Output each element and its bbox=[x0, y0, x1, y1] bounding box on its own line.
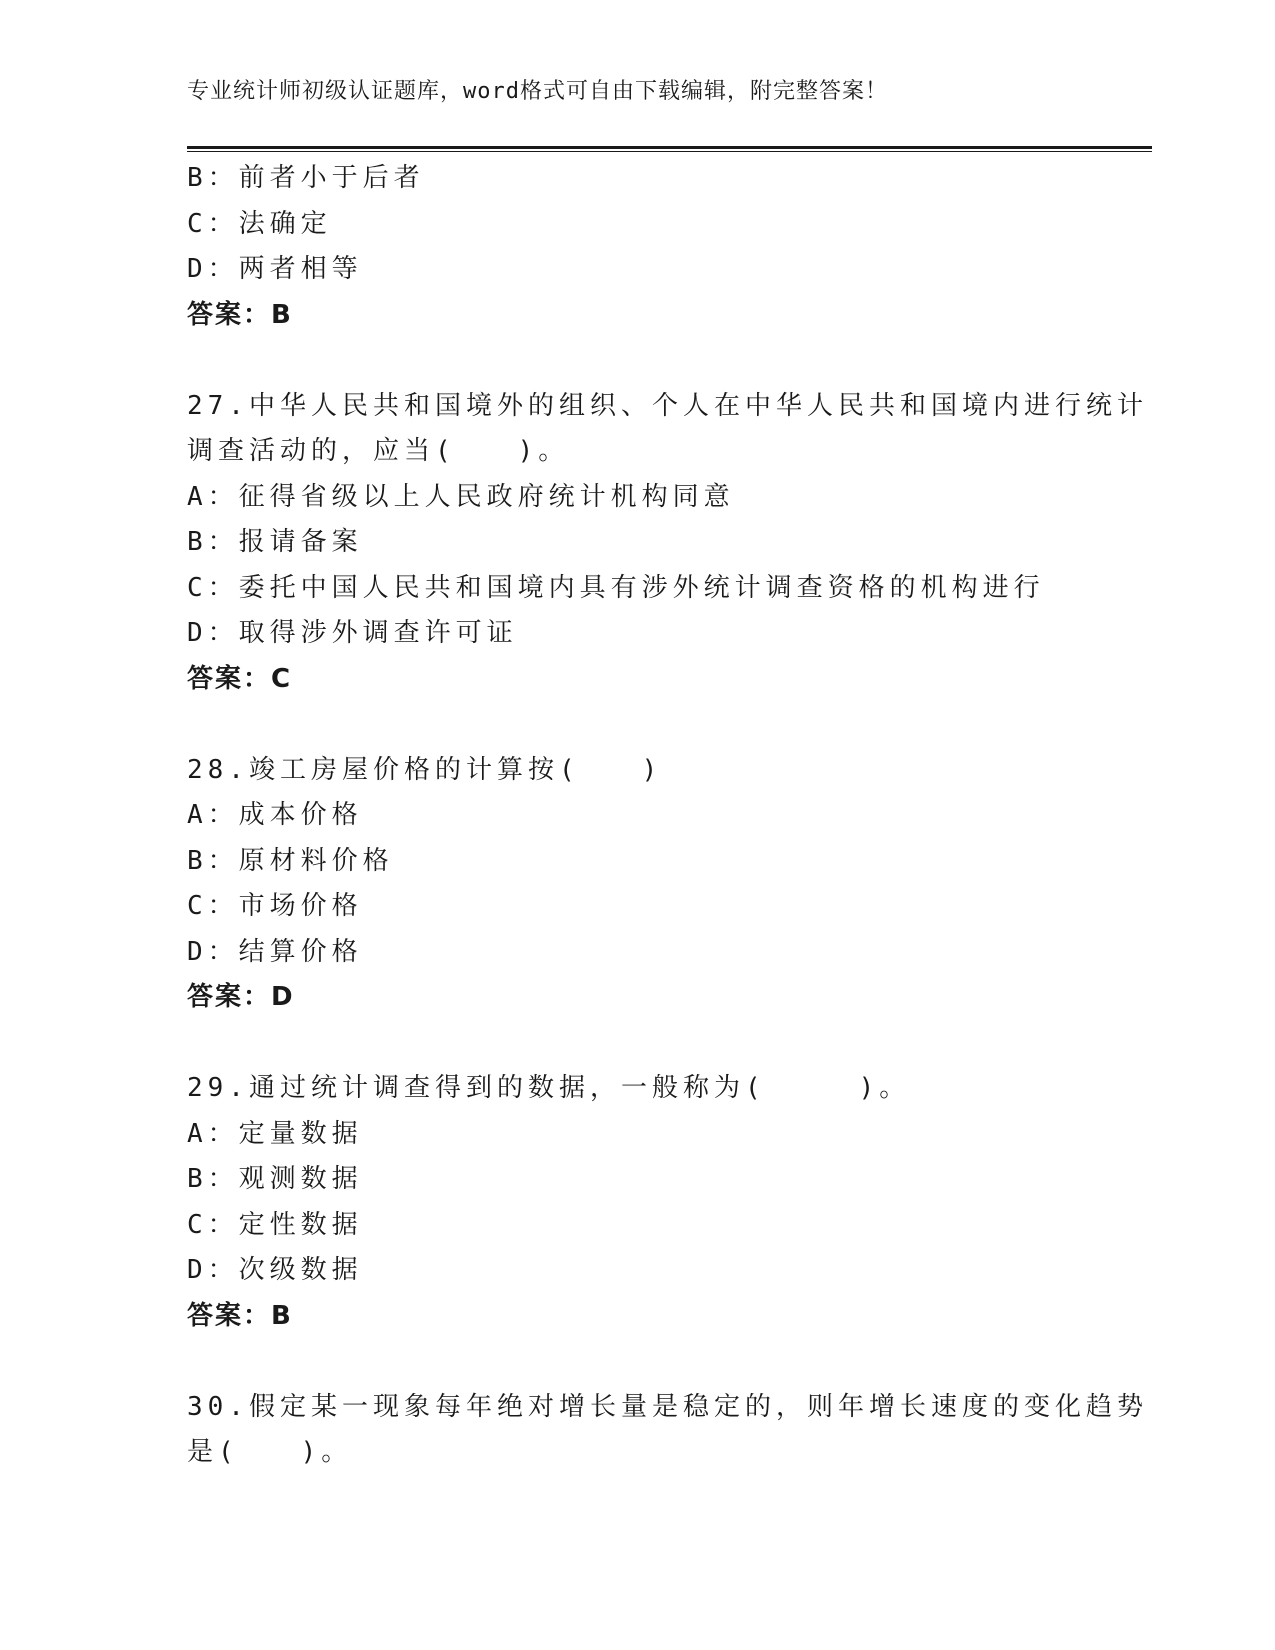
answer-line: 答案：B bbox=[187, 1300, 293, 1331]
question-stem: 29.通过统计调查得到的数据，一般称为( )。 bbox=[187, 1073, 911, 1103]
answer-line: 答案：B bbox=[187, 299, 293, 330]
question-27 bbox=[187, 384, 1148, 703]
spacer bbox=[187, 1021, 1117, 1067]
question-stem: 调查活动的，应当( )。 bbox=[187, 436, 570, 466]
answer-line: 答案：D bbox=[187, 982, 295, 1012]
spacer bbox=[187, 1339, 1117, 1385]
option-c: C：市场价格 bbox=[187, 891, 363, 921]
header-divider-thick bbox=[187, 146, 1152, 149]
page-header: 专业统计师初级认证题库，word格式可自由下载编辑，附完整答案！ bbox=[187, 79, 888, 104]
option-d: D：取得涉外调查许可证 bbox=[187, 618, 518, 648]
header-divider-thin bbox=[187, 151, 1152, 152]
option-a: A：征得省级以上人民政府统计机构同意 bbox=[187, 481, 735, 512]
question-30 bbox=[187, 1385, 1148, 1476]
spacer bbox=[187, 702, 1117, 748]
question-content bbox=[187, 156, 1148, 1476]
option-c: C：法确定 bbox=[187, 208, 332, 239]
question-29 bbox=[187, 1066, 1117, 1339]
question-28 bbox=[187, 748, 1117, 1021]
option-d: D：两者相等 bbox=[187, 254, 363, 284]
option-c: C：定性数据 bbox=[187, 1209, 363, 1240]
option-d: D：次级数据 bbox=[187, 1255, 363, 1285]
option-a: A：成本价格 bbox=[187, 800, 363, 830]
spacer bbox=[187, 338, 1117, 384]
question-stem: 27.中华人民共和国境外的组织、个人在中华人民共和国境内进行统计 bbox=[187, 390, 1148, 421]
option-b: B：原材料价格 bbox=[187, 845, 394, 876]
option-a: A：定量数据 bbox=[187, 1118, 363, 1149]
option-b: B：报请备案 bbox=[187, 527, 363, 557]
option-c: C：委托中国人民共和国境内具有涉外统计调查资格的机构进行 bbox=[187, 572, 1045, 603]
partial-question-block bbox=[187, 156, 1117, 338]
option-b: B：观测数据 bbox=[187, 1164, 363, 1194]
option-b: B：前者小于后者 bbox=[187, 163, 425, 193]
question-stem: 是( )。 bbox=[187, 1437, 353, 1467]
answer-line: 答案：C bbox=[187, 663, 293, 694]
option-d: D：结算价格 bbox=[187, 936, 363, 967]
question-stem: 30.假定某一现象每年绝对增长量是稳定的，则年增长速度的变化趋势 bbox=[187, 1391, 1148, 1422]
question-stem: 28.竣工房屋价格的计算按( ) bbox=[187, 754, 663, 785]
